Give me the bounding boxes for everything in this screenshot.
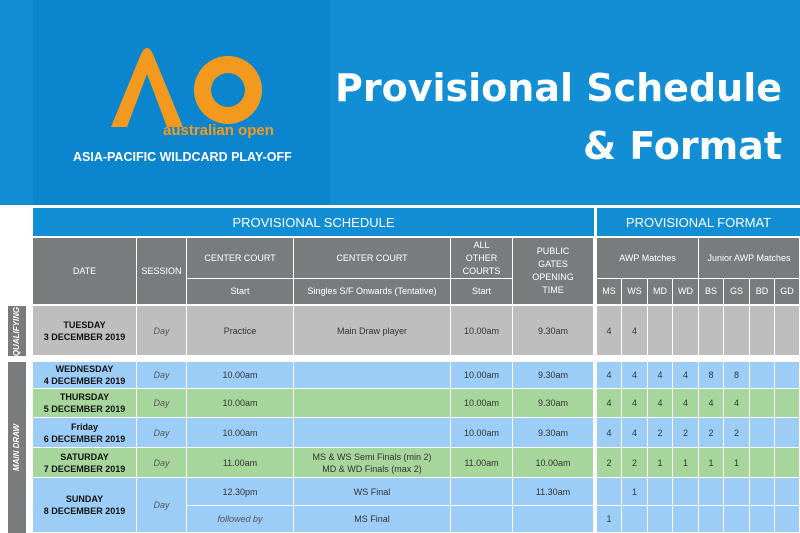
row-fmt: 4 (622, 306, 648, 356)
cc2-line-a: MS & WS Semi Finals (min 2) (312, 451, 432, 462)
row-cc2 (294, 418, 451, 448)
schedule-title-bar: PROVISIONAL SCHEDULE (33, 208, 594, 236)
row-session: Day (137, 478, 187, 533)
row-date (33, 418, 137, 448)
format-col-6: BD (750, 279, 775, 305)
row-gates: 9.30am (513, 362, 594, 389)
day-name: Friday (70, 421, 98, 432)
day-name: SUNDAY (65, 494, 104, 504)
row-cc2-b: MS Final (294, 506, 451, 533)
day-date: 4 DECEMBER 2019 (43, 376, 126, 386)
row-fmt (775, 478, 800, 506)
row-fmt: 2 (648, 418, 673, 448)
row-fmt: 4 (597, 389, 622, 418)
row-other: 10.00am (451, 389, 513, 418)
day-date: 6 DECEMBER 2019 (43, 433, 126, 444)
row-gates: 11.30am (513, 478, 594, 506)
col-junior: Junior AWP Matches (699, 238, 800, 279)
format-col-0: MS (597, 279, 622, 305)
row-fmt-b (673, 506, 699, 533)
row-fmt: 1 (622, 478, 648, 506)
row-other: 10.00am (451, 418, 513, 448)
row-cc1: Practice (187, 306, 294, 356)
format-col-3: WD (673, 279, 699, 305)
row-fmt (648, 306, 673, 356)
row-cc1-b: followed by (187, 506, 294, 533)
format-title-bar: PROVISIONAL FORMAT (597, 208, 800, 236)
ao-logo-mark (103, 42, 303, 132)
row-session: Day (137, 418, 187, 448)
row-date (33, 478, 137, 533)
row-fmt: 4 (622, 418, 648, 448)
col-center-court-1-sub: Start (187, 279, 294, 305)
row-session: Day (137, 448, 187, 478)
row-date (33, 448, 137, 478)
day-date: 7 DECEMBER 2019 (43, 463, 126, 474)
row-fmt (750, 478, 775, 506)
row-gates: 9.30am (513, 389, 594, 418)
row-fmt: 2 (597, 448, 622, 478)
logo-panel (33, 0, 330, 205)
row-session: Day (137, 306, 187, 356)
col-gates: PUBLIC GATES OPENING TIME (513, 238, 594, 305)
format-col-7: GD (775, 279, 800, 305)
row-cc1: 10.00am (187, 362, 294, 389)
page-title-line2: & Format (582, 124, 782, 168)
row-fmt (673, 478, 699, 506)
row-gates: 9.30am (513, 306, 594, 356)
row-fmt: 1 (648, 448, 673, 478)
row-fmt: 2 (673, 418, 699, 448)
col-awp: AWP Matches (597, 238, 699, 279)
row-fmt (750, 448, 775, 478)
row-fmt (775, 418, 800, 448)
row-fmt (699, 306, 724, 356)
row-gates: 10.00am (513, 448, 594, 478)
row-fmt: 4 (724, 389, 750, 418)
row-fmt: 4 (673, 362, 699, 389)
row-fmt-b (699, 506, 724, 533)
row-fmt (699, 478, 724, 506)
row-fmt (775, 448, 800, 478)
row-fmt (750, 418, 775, 448)
row-fmt-b (724, 506, 750, 533)
row-fmt: 2 (724, 418, 750, 448)
row-gates-b (513, 506, 594, 533)
day-name: SATURDAY (60, 451, 109, 462)
cc2-line-b: MD & WD Finals (max 2) (322, 463, 422, 474)
row-fmt: 1 (673, 448, 699, 478)
row-fmt (673, 306, 699, 356)
row-fmt-b: 1 (597, 506, 622, 533)
row-fmt (775, 389, 800, 418)
format-col-2: MD (648, 279, 673, 305)
day-name: THURSDAY (59, 392, 110, 402)
row-fmt: 4 (597, 418, 622, 448)
row-date (33, 389, 137, 418)
row-fmt: 4 (622, 362, 648, 389)
row-fmt (724, 306, 750, 356)
day-date: 3 DECEMBER 2019 (43, 331, 126, 342)
row-fmt: 4 (648, 362, 673, 389)
qualifying-label: QUALIFYING (8, 306, 26, 356)
row-fmt-b (750, 506, 775, 533)
row-cc1: 11.00am (187, 448, 294, 478)
row-cc2: WS Final (294, 478, 451, 506)
row-other: 11.00am (451, 448, 513, 478)
row-fmt (775, 362, 800, 389)
day-date: 8 DECEMBER 2019 (43, 506, 126, 516)
row-session: Day (137, 389, 187, 418)
row-fmt (724, 478, 750, 506)
row-fmt: 4 (622, 389, 648, 418)
page-title-line1: Provisional Schedule (335, 66, 782, 110)
event-subtitle: ASIA-PACIFIC WILDCARD PLAY-OFF (73, 150, 292, 164)
row-cc2: Main Draw player (294, 306, 451, 356)
row-other (451, 478, 513, 506)
row-fmt: 4 (673, 389, 699, 418)
col-other-courts-sub: Start (451, 279, 513, 305)
day-name: TUESDAY (63, 319, 106, 330)
row-fmt: 8 (724, 362, 750, 389)
row-gates: 9.30am (513, 418, 594, 448)
row-fmt: 1 (699, 448, 724, 478)
row-fmt-b (775, 506, 800, 533)
day-date: 5 DECEMBER 2019 (43, 404, 126, 414)
row-fmt (775, 306, 800, 356)
row-fmt: 4 (699, 389, 724, 418)
row-fmt: 8 (699, 362, 724, 389)
row-fmt (648, 478, 673, 506)
row-fmt-b (648, 506, 673, 533)
row-cc1: 10.00am (187, 418, 294, 448)
row-fmt: 2 (622, 448, 648, 478)
col-session: SESSION (137, 238, 187, 305)
row-date (33, 306, 137, 356)
main-draw-label: MAIN DRAW (8, 362, 26, 533)
col-center-court-1: CENTER COURT (187, 238, 294, 279)
format-col-4: BS (699, 279, 724, 305)
row-other: 10.00am (451, 306, 513, 356)
row-other-b (451, 506, 513, 533)
col-center-court-2: CENTER COURT (294, 238, 451, 279)
format-col-1: WS (622, 279, 648, 305)
row-fmt: 4 (597, 362, 622, 389)
row-fmt (750, 362, 775, 389)
format-col-5: GS (724, 279, 750, 305)
row-cc2 (294, 448, 451, 478)
row-session: Day (137, 362, 187, 389)
row-fmt-b (622, 506, 648, 533)
row-date (33, 362, 137, 389)
row-fmt: 4 (597, 306, 622, 356)
day-name: WEDNESDAY (55, 364, 114, 374)
row-fmt: 4 (648, 389, 673, 418)
row-other: 10.00am (451, 362, 513, 389)
row-cc1: 10.00am (187, 389, 294, 418)
col-date: DATE (33, 238, 137, 305)
row-cc1: 12.30pm (187, 478, 294, 506)
row-fmt (597, 478, 622, 506)
row-cc2 (294, 389, 451, 418)
logo-wordmark: australian open (163, 122, 274, 139)
col-center-court-2-sub: Singles S/F Onwards (Tentative) (294, 279, 451, 305)
row-fmt (750, 306, 775, 356)
row-fmt (750, 389, 775, 418)
row-fmt: 2 (699, 418, 724, 448)
col-other-courts: ALL OTHER COURTS (451, 238, 513, 279)
row-fmt: 1 (724, 448, 750, 478)
row-cc2 (294, 362, 451, 389)
